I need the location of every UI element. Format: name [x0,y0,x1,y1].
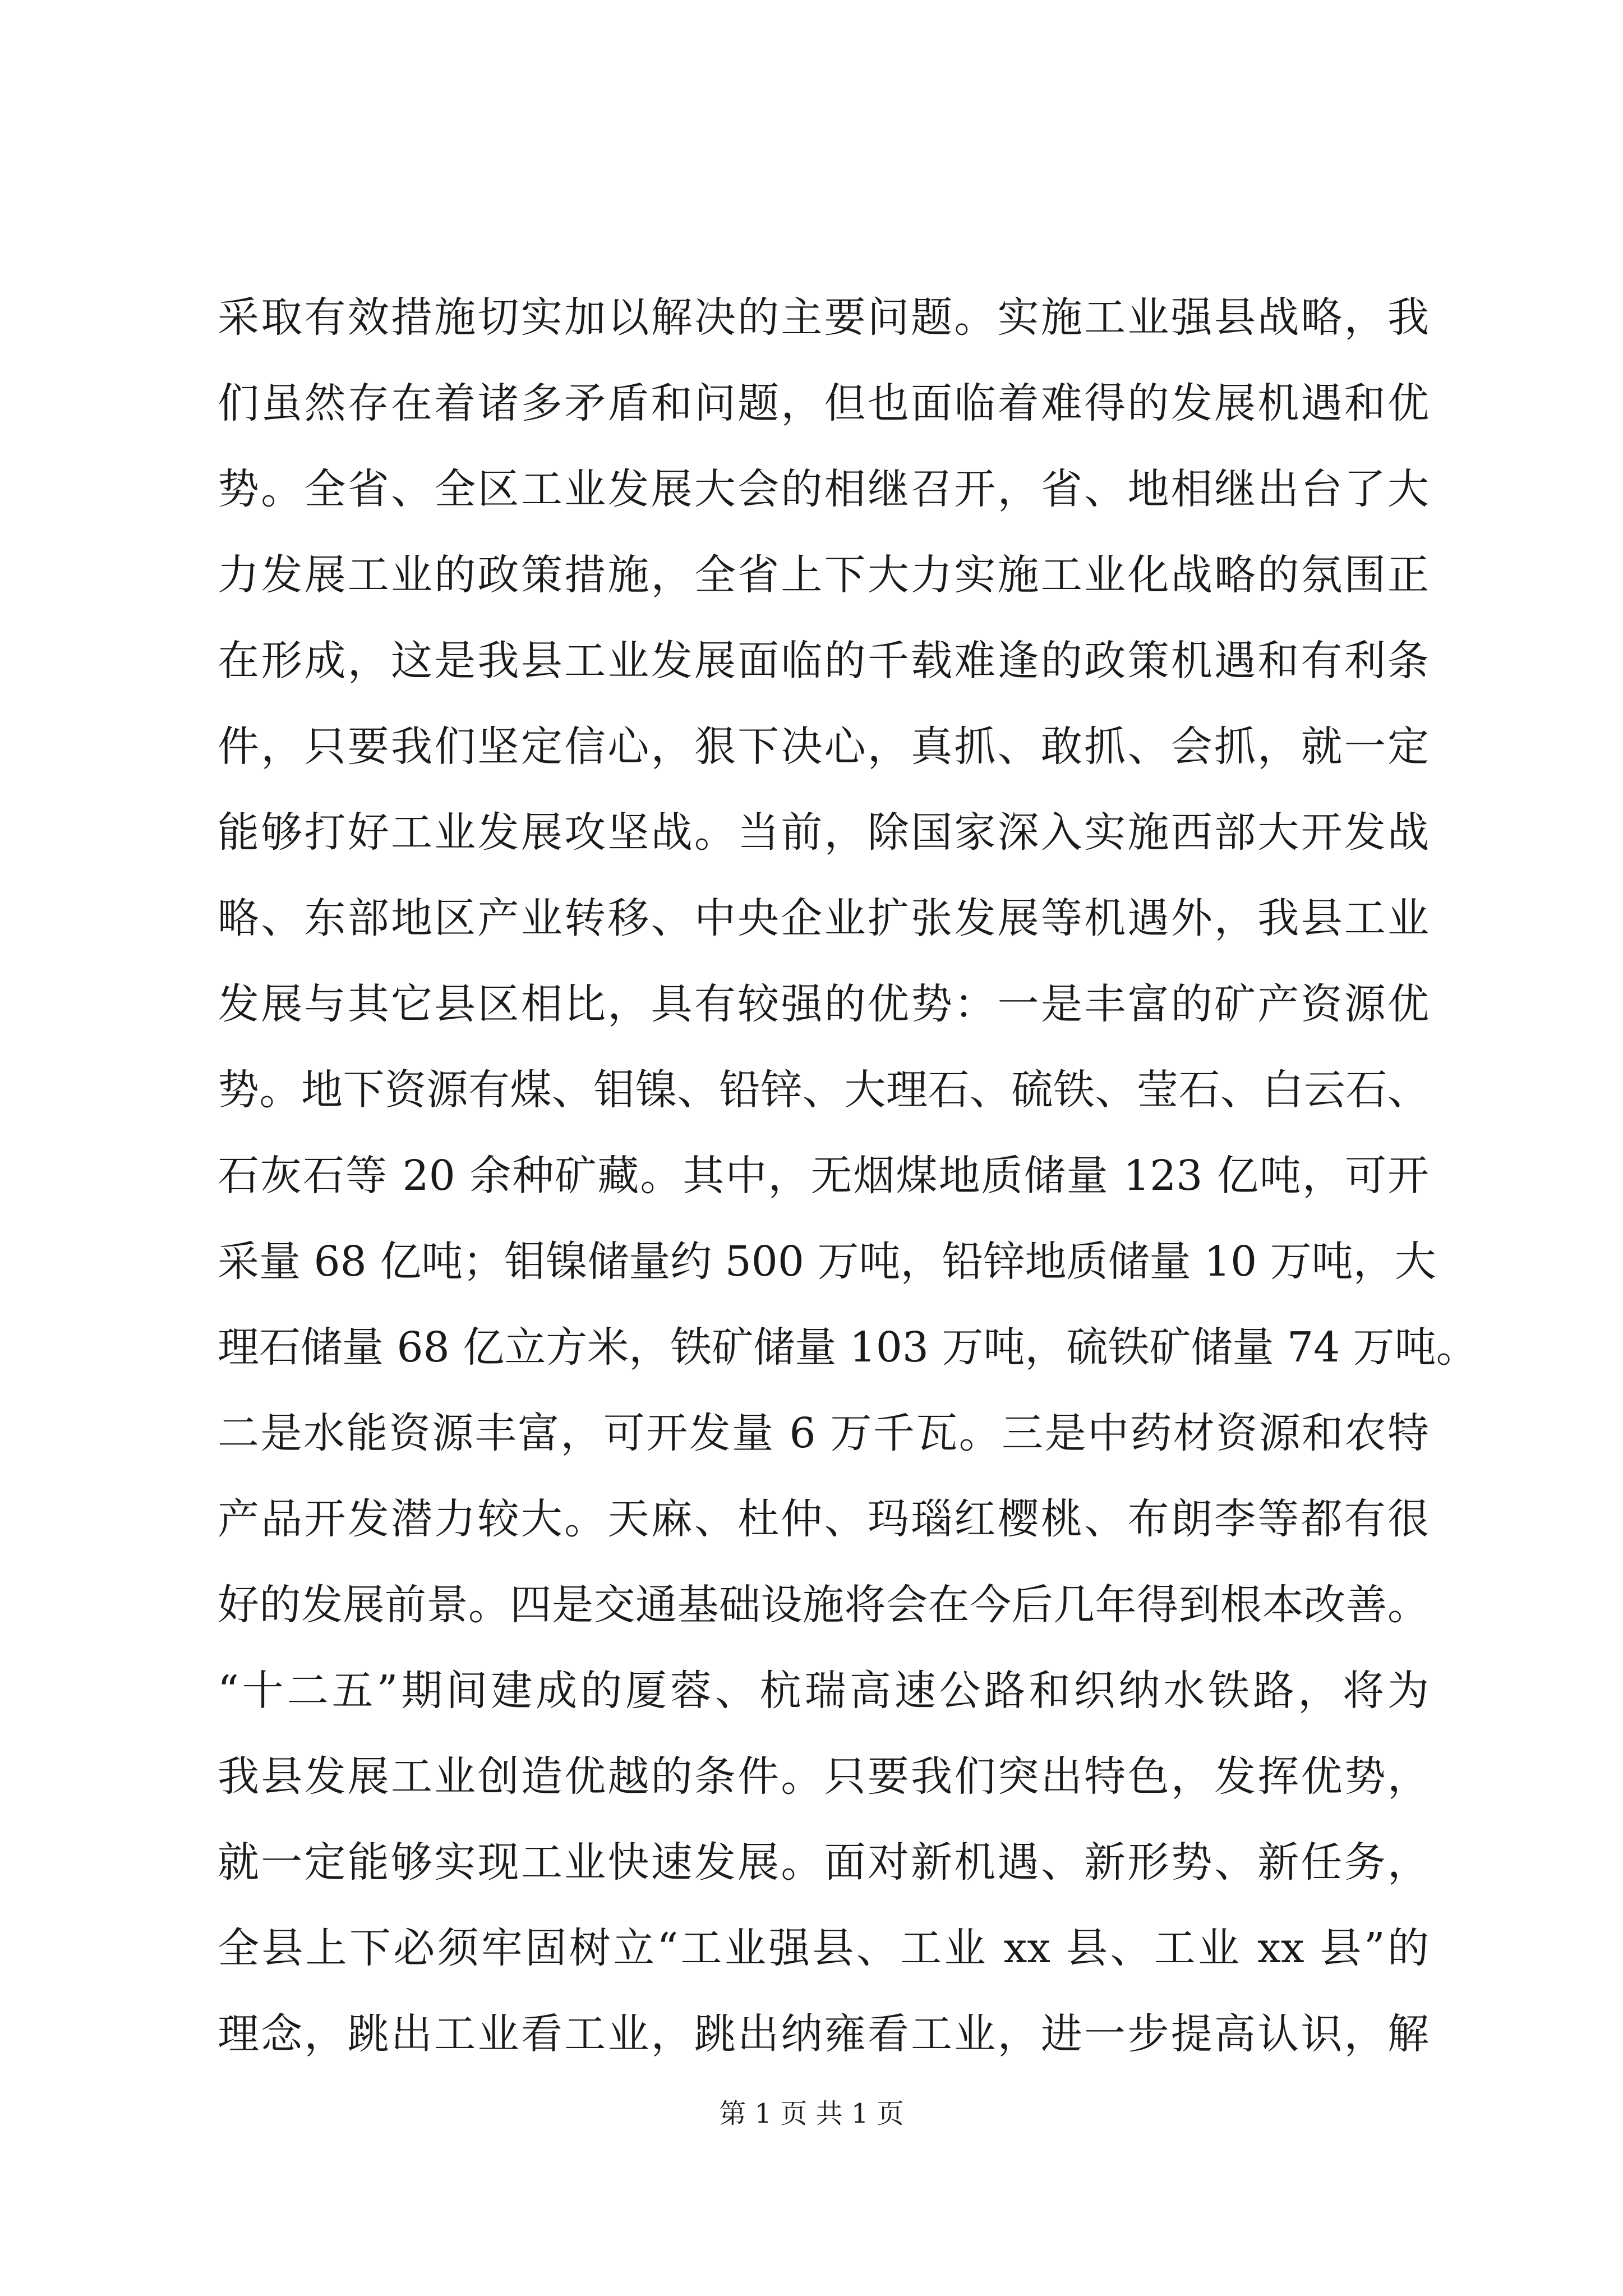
text-line: 能够打好工业发展攻坚战。当前，除国家深入实施西部大开发战 [218,808,1429,857]
text-line: 件，只要我们坚定信心，狠下决心，真抓、敢抓、会抓，就一定 [218,723,1429,771]
text-line: 采取有效措施切实加以解决的主要问题。实施工业强县战略，我 [218,293,1429,342]
text-line: 石灰石等 20 余种矿藏。其中，无烟煤地质储量 123 亿吨，可开 [218,1152,1429,1200]
text-line: 势。全省、全区工业发展大会的相继召开，省、地相继出台了大 [218,465,1429,513]
text-line: 我县发展工业创造优越的条件。只要我们突出特色，发挥优势， [218,1752,1429,1801]
text-line: 势。地下资源有煤、钼镍、铅锌、大理石、硫铁、莹石、白云石、 [218,1066,1429,1114]
text-line: 理念，跳出工业看工业，跳出纳雍看工业，进一步提高认识，解 [218,2010,1429,2058]
page-footer: 第 1 页 共 1 页 [719,2098,904,2129]
text-line: 好的发展前景。四是交通基础设施将会在今后几年得到根本改善。 [218,1581,1429,1629]
text-line: 产品开发潜力较大。天麻、杜仲、玛瑙红樱桃、布朗李等都有很 [218,1495,1429,1543]
text-line: 略、东部地区产业转移、中央企业扩张发展等机遇外，我县工业 [218,894,1429,942]
text-line: “十二五”期间建成的厦蓉、杭瑞高速公路和织纳水铁路，将为 [218,1667,1429,1715]
text-line: 采量 68 亿吨；钼镍储量约 500 万吨，铅锌地质储量 10 万吨，大 [218,1237,1436,1286]
text-line: 在形成，这是我县工业发展面临的千载难逢的政策机遇和有利条 [218,637,1429,685]
body-text [218,275,1478,2077]
text-line: 理石储量 68 亿立方米，铁矿储量 103 万吨，硫铁矿储量 74 万吨。 [218,1323,1478,1372]
text-line: 全县上下必须牢固树立“工业强县、工业 xx 县、工业 xx 县”的 [218,1924,1429,1972]
text-line: 发展与其它县区相比，具有较强的优势：一是丰富的矿产资源优 [218,980,1429,1028]
text-line: 们虽然存在着诸多矛盾和问题，但也面临着难得的发展机遇和优 [218,379,1429,427]
text-line: 就一定能够实现工业快速发展。面对新机遇、新形势、新任务， [218,1838,1429,1887]
text-line: 力发展工业的政策措施，全省上下大力实施工业化战略的氛围正 [218,551,1429,599]
text-line: 二是水能资源丰富，可开发量 6 万千瓦。三是中药材资源和农特 [218,1409,1429,1457]
